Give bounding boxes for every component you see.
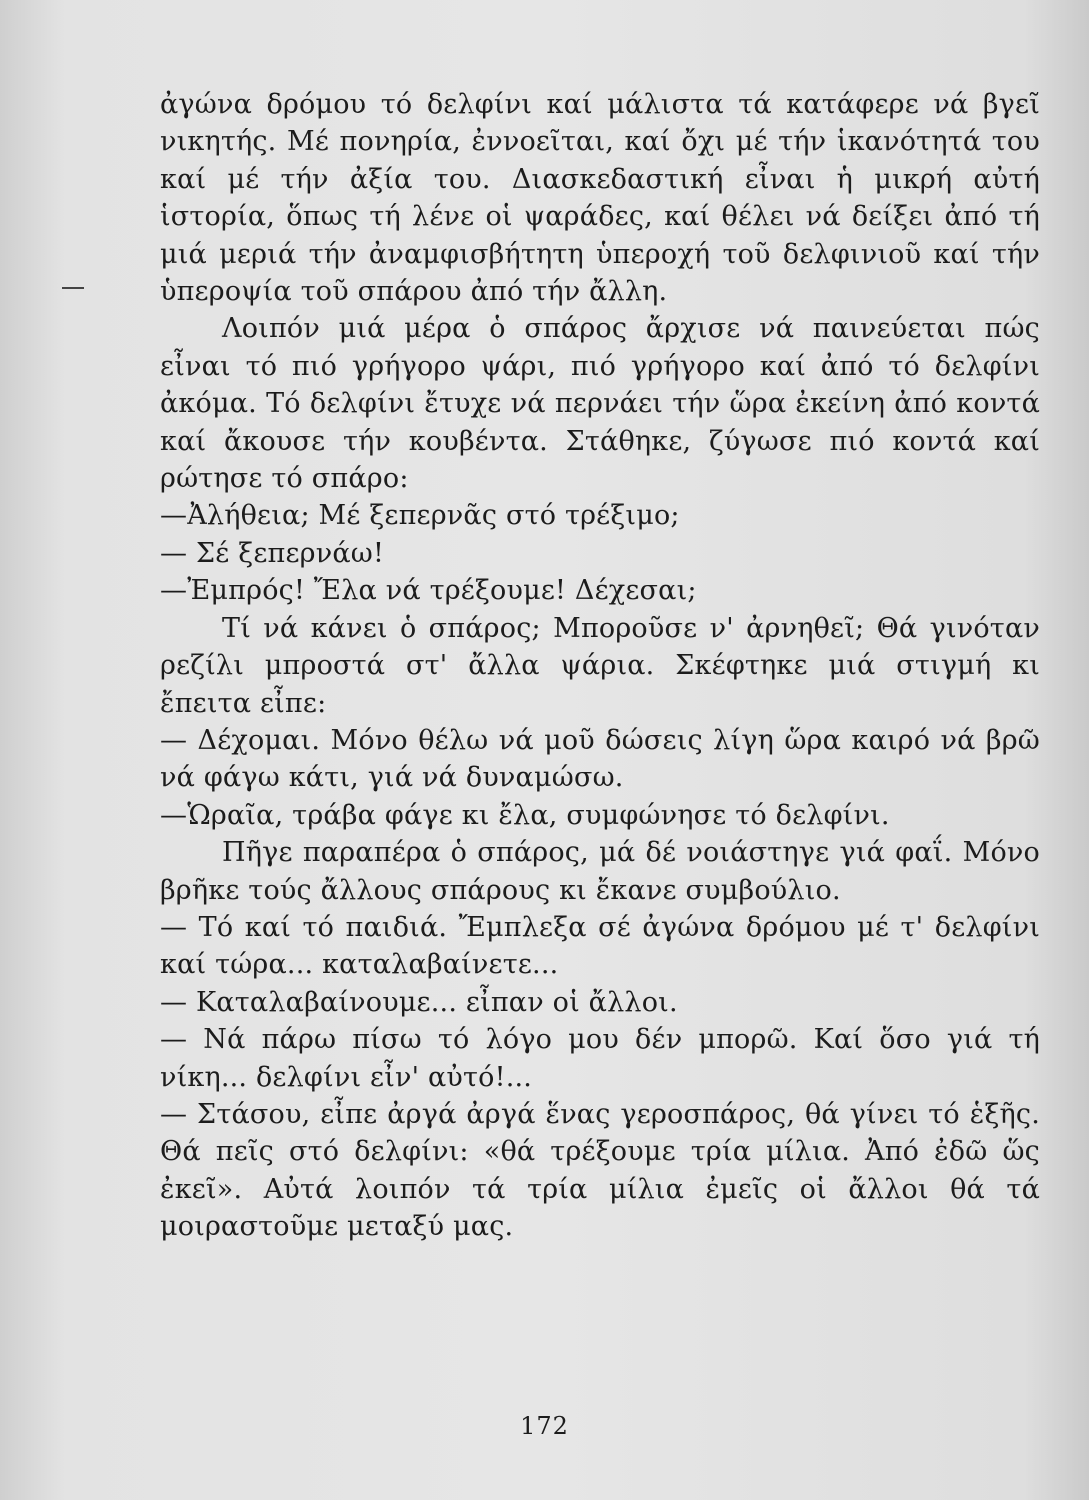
dialogue-line: — Σέ ξεπερνάω! [160,537,385,569]
dialogue-line: —Ὡραῖα, τράβα φάγε κι ἔλα, συμφώνησε τό δελφίνι. [160,799,890,831]
paragraph: Λοιπόν μιά μέρα ὁ σπάρος ἄρχισε νά παινεύεται πώς εἶναι τό πιό γρήγορο ψάρι, πιό γρήγορο καί ἀπό τό δελφίνι ἀκόμα. Τό δελφίνι ἔτυχε νά περνάει τήν ὥρα ἐκείνη ἀπό κοντά καί ἄκουσε τήν κουβέντα. Στάθηκε, ζύγωσε πιό κοντά καί ρώτησε τό σπάρο: [160,313,1040,495]
dialogue-line: — Καταλαβαίνουμε... εἶπαν οἱ ἄλλοι. [160,986,678,1018]
dialogue-line: — Τό καί τό παιδιά. Ἔμπλεξα σέ ἀγώνα δρόμου μέ τ' δελφίνι καί τώρα... καταλαβαίνετε... [160,911,1040,981]
paragraph: Πῆγε παραπέρα ὁ σπάρος, μά δέ νοιάστηγε γιά φαΐ. Μόνο βρῆκε τούς ἄλλους σπάρους κι ἔκανε συμβούλιο. [160,837,1040,906]
paragraph: ἀγώνα δρόμου τό δελφίνι καί μάλιστα τά κατάφερε νά βγεῖ νικητής. Μέ πονηρία, ἐννοεῖται, καί ὄχι μέ τήν ἱκανότητά του καί μέ τήν ἀξία του. Διασκεδαστική εἶναι ἡ μικρή αὐτή ἱστορία, ὅπως τή λένε οἱ ψαράδες, καί θέλει νά δείξει ἀπό τή μιά μεριά τήν ἀναμφισβήτητη ὑπεροχή τοῦ δελφινιοῦ καί τήν ὑπεροψία τοῦ σπάρου ἀπό τήν ἄλλη. [160,89,1040,308]
paragraph: Τί νά κάνει ὁ σπάρος; Μποροῦσε ν' ἀρνηθεῖ; Θά γινόταν ρεζίλι μπροστά στ' ἄλλα ψάρια. Σκέφτηκε μιά στιγμή κι ἔπειτα εἶπε: [160,612,1040,719]
margin-mark [62,287,84,289]
body-text [160,86,1040,1246]
dialogue-line: — Στάσου, εἶπε ἀργά ἀργά ἕνας γεροσπάρος, θά γίνει τό ἑξῆς. Θά πεῖς στό δελφίνι: «θά τρέξουμε τρία μίλια. Ἀπό ἐδῶ ὥς ἐκεῖ». Αὐτά λοιπόν τά τρία μίλια ἐμεῖς οἱ ἄλλοι θά τά μοιραστοῦμε μεταξύ μας. [160,1098,1040,1243]
dialogue-line: —Ἀλήθεια; Μέ ξεπερνᾶς στό τρέξιμο; [160,500,680,532]
page-number: 172 [520,1412,569,1440]
dialogue-line: — Δέχομαι. Μόνο θέλω νά μοῦ δώσεις λίγη ὥρα καιρό νά βρῶ νά φάγω κάτι, γιά νά δυναμώσω. [160,724,1040,794]
dialogue-line: — Νά πάρω πίσω τό λόγο μου δέν μπορῶ. Καί ὅσο γιά τή νίκη... δελφίνι εἶν' αὐτό!... [160,1024,1040,1093]
dialogue-line: —Ἐμπρός! Ἔλα νά τρέξουμε! Δέχεσαι; [160,575,697,607]
